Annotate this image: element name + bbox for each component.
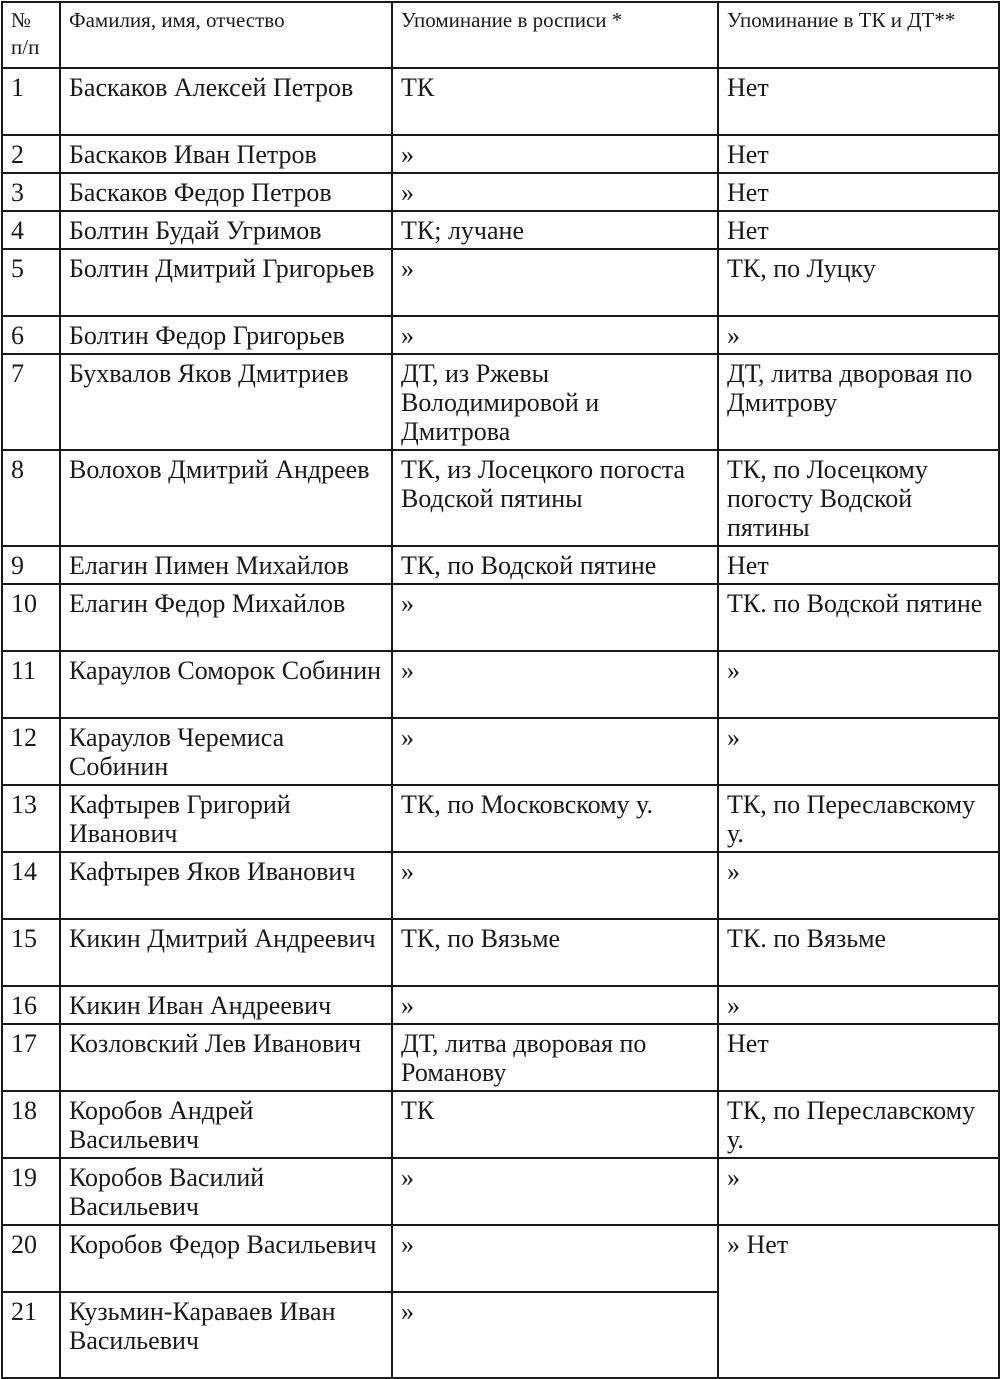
cell-num: 17 xyxy=(2,1024,60,1091)
table-row xyxy=(2,1158,999,1225)
cell-rospis: » xyxy=(392,1225,718,1292)
cell-tk-dt: ТК, по Лосецкому погосту Водской пятины xyxy=(718,450,999,546)
table-row xyxy=(2,852,999,919)
table-row xyxy=(2,1091,999,1158)
cell-num: 14 xyxy=(2,852,60,919)
table-row xyxy=(2,651,999,718)
cell-tk-dt: ТК. по Водской пятине xyxy=(718,584,999,651)
cell-num: 2 xyxy=(2,135,60,173)
cell-name: Елагин Федор Михайлов xyxy=(60,584,392,651)
cell-num: 19 xyxy=(2,1158,60,1225)
table-row xyxy=(2,1024,999,1091)
cell-rospis: ТК xyxy=(392,1091,718,1158)
cell-name: Козловский Лев Иванович xyxy=(60,1024,392,1091)
cell-rospis: » xyxy=(392,1158,718,1225)
table-row xyxy=(2,546,999,584)
cell-tk-dt: ДТ, литва дворовая по Дмитрову xyxy=(718,354,999,450)
cell-name: Болтин Дмитрий Григорьев xyxy=(60,249,392,316)
table-row xyxy=(2,316,999,354)
cell-name: Кафтырев Григорий Иванович xyxy=(60,785,392,852)
cell-rospis: » xyxy=(392,718,718,785)
cell-num: 21 xyxy=(2,1292,60,1378)
cell-name: Бухвалов Яков Дмитриев xyxy=(60,354,392,450)
header-name: Фамилия, имя, отчество xyxy=(60,2,392,68)
cell-num: 18 xyxy=(2,1091,60,1158)
cell-num: 15 xyxy=(2,919,60,986)
cell-name: Елагин Пимен Михайлов xyxy=(60,546,392,584)
cell-rospis: » xyxy=(392,1292,718,1378)
cell-rospis: » xyxy=(392,584,718,651)
cell-rospis: ДТ, из Ржевы Володимировой и Дмитрова xyxy=(392,354,718,450)
cell-num: 20 xyxy=(2,1225,60,1292)
table-row xyxy=(2,584,999,651)
cell-name: Баскаков Алексей Петров xyxy=(60,68,392,135)
cell-num: 5 xyxy=(2,249,60,316)
table-row xyxy=(2,919,999,986)
cell-num: 12 xyxy=(2,718,60,785)
cell-tk-dt: » xyxy=(718,852,999,919)
cell-num: 9 xyxy=(2,546,60,584)
table-row xyxy=(2,211,999,249)
cell-tk-dt: » xyxy=(718,316,999,354)
cell-name: Коробов Андрей Васильевич xyxy=(60,1091,392,1158)
header-row xyxy=(2,2,999,68)
cell-tk-dt: Нет xyxy=(718,135,999,173)
cell-name: Кафтырев Яков Иванович xyxy=(60,852,392,919)
cell-name: Караулов Черемиса Собинин xyxy=(60,718,392,785)
cell-tk-dt: ТК, по Переславскому у. xyxy=(718,1091,999,1158)
header-rospis: Упоминание в росписи * xyxy=(392,2,718,68)
cell-num: 13 xyxy=(2,785,60,852)
cell-tk-dt: Нет xyxy=(718,68,999,135)
cell-num: 10 xyxy=(2,584,60,651)
cell-rospis: ТК; лучане xyxy=(392,211,718,249)
table-row xyxy=(2,173,999,211)
cell-name: Болтин Федор Григорьев xyxy=(60,316,392,354)
cell-num: 7 xyxy=(2,354,60,450)
table-row xyxy=(2,718,999,785)
cell-rospis: » xyxy=(392,986,718,1024)
table-row xyxy=(2,135,999,173)
table-row xyxy=(2,249,999,316)
cell-name: Болтин Будай Угримов xyxy=(60,211,392,249)
cell-rospis: » xyxy=(392,135,718,173)
table-row xyxy=(2,986,999,1024)
cell-rospis: ТК, по Московскому у. xyxy=(392,785,718,852)
cell-name: Кузьмин-Караваев Иван Васильевич xyxy=(60,1292,392,1378)
cell-rospis: » xyxy=(392,316,718,354)
cell-name: Кикин Иван Андреевич xyxy=(60,986,392,1024)
cell-num: 16 xyxy=(2,986,60,1024)
cell-num: 8 xyxy=(2,450,60,546)
table-row xyxy=(2,1225,999,1292)
cell-tk-dt: ТК, по Переславскому у. xyxy=(718,785,999,852)
cell-num: 4 xyxy=(2,211,60,249)
people-table xyxy=(1,1,1000,1379)
cell-rospis: ТК, из Лосецкого погоста Водской пятины xyxy=(392,450,718,546)
cell-rospis: » xyxy=(392,249,718,316)
cell-tk-dt: Нет xyxy=(718,1024,999,1091)
cell-num: 1 xyxy=(2,68,60,135)
cell-tk-dt: » xyxy=(718,986,999,1024)
cell-rospis: ДТ, литва дворовая по Романову xyxy=(392,1024,718,1091)
cell-name: Баскаков Федор Петров xyxy=(60,173,392,211)
cell-rospis: ТК, по Водской пятине xyxy=(392,546,718,584)
cell-name: Волохов Дмитрий Андреев xyxy=(60,450,392,546)
table-row xyxy=(2,785,999,852)
cell-tk-dt: ТК. по Вязьме xyxy=(718,919,999,986)
table-row xyxy=(2,450,999,546)
header-tk-dt: Упоминание в ТК и ДТ** xyxy=(718,2,999,68)
cell-tk-dt: Нет xyxy=(718,211,999,249)
cell-num: 3 xyxy=(2,173,60,211)
cell-name: Караулов Соморок Собинин xyxy=(60,651,392,718)
table-row xyxy=(2,354,999,450)
cell-tk-dt: Нет xyxy=(718,173,999,211)
cell-tk-dt: » xyxy=(718,651,999,718)
cell-name: Коробов Федор Васильевич xyxy=(60,1225,392,1292)
cell-tk-dt: Нет xyxy=(718,546,999,584)
table-row xyxy=(2,68,999,135)
cell-name: Баскаков Иван Петров xyxy=(60,135,392,173)
cell-tk-dt: » xyxy=(718,718,999,785)
cell-rospis: » xyxy=(392,173,718,211)
header-num: № п/п xyxy=(2,2,60,68)
cell-rospis: » xyxy=(392,852,718,919)
cell-tk-dt: ТК, по Луцку xyxy=(718,249,999,316)
cell-num: 6 xyxy=(2,316,60,354)
cell-rospis: ТК, по Вязьме xyxy=(392,919,718,986)
cell-name: Коробов Василий Васильевич xyxy=(60,1158,392,1225)
cell-tk-dt: » Нет xyxy=(718,1225,999,1378)
cell-rospis: » xyxy=(392,651,718,718)
cell-num: 11 xyxy=(2,651,60,718)
cell-tk-dt: » xyxy=(718,1158,999,1225)
cell-rospis: ТК xyxy=(392,68,718,135)
cell-name: Кикин Дмитрий Андреевич xyxy=(60,919,392,986)
